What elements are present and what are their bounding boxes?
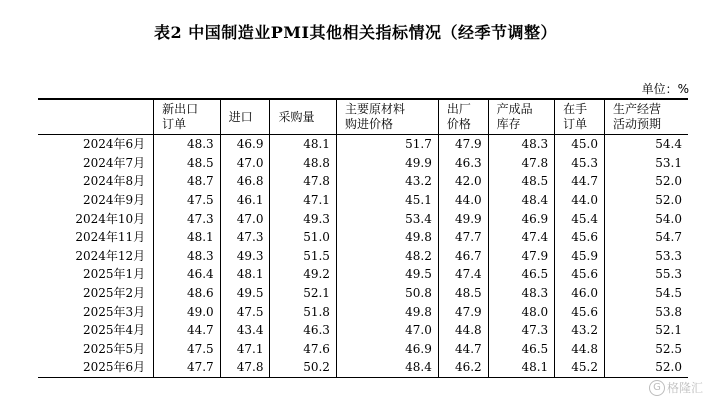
row-month-cell: 2025年6月 [82, 360, 146, 375]
table-cell: 48.6 [154, 284, 220, 303]
column-header [438, 99, 488, 135]
table-cell: 48.1 [220, 265, 270, 284]
row-month-cell: 2024年10月 [75, 211, 146, 226]
table-cell: 47.7 [438, 228, 488, 247]
column-header-line2: 价格 [446, 117, 471, 131]
row-month-cell: 2024年9月 [82, 193, 146, 208]
table-cell: 47.1 [270, 191, 336, 210]
table-cell: 47.8 [270, 172, 336, 191]
table-cell: 45.9 [555, 247, 605, 266]
table-cell: 48.0 [488, 302, 554, 321]
column-header-line2: 活动预期 [612, 117, 661, 131]
table-cell: 47.5 [154, 340, 220, 359]
table-cell: 44.7 [154, 321, 220, 340]
table-row [38, 302, 688, 321]
table-cell: 52.0 [604, 191, 688, 210]
column-header-line2: 订单 [563, 117, 588, 131]
watermark [649, 379, 703, 397]
table-cell: 51.0 [270, 228, 336, 247]
table-cell: 46.3 [270, 321, 336, 340]
table-cell: 45.0 [555, 135, 605, 154]
watermark-text: 格隆汇 [666, 380, 703, 395]
table-cell: 43.2 [555, 321, 605, 340]
table-cell: 54.0 [604, 209, 688, 228]
row-month-cell: 2024年11月 [75, 230, 146, 245]
column-header [38, 99, 154, 135]
column-header-line1: 采购量 [278, 109, 315, 124]
table-cell: 44.7 [438, 340, 488, 359]
header-row [38, 99, 688, 135]
table-cell: 54.7 [604, 228, 688, 247]
table-cell: 44.8 [438, 321, 488, 340]
table-cell: 46.5 [488, 340, 554, 359]
table-cell: 49.3 [220, 247, 270, 266]
table-row [38, 340, 688, 359]
table-cell: 48.1 [270, 135, 336, 154]
column-header [604, 99, 688, 135]
table-cell: 47.8 [220, 358, 270, 377]
row-month-cell: 2024年12月 [75, 248, 146, 263]
table-cell: 47.3 [488, 321, 554, 340]
table-cell: 47.5 [154, 191, 220, 210]
table-cell: 47.3 [220, 228, 270, 247]
table-cell: 46.9 [336, 340, 438, 359]
table-cell: 48.3 [154, 135, 220, 154]
table-cell: 54.5 [604, 284, 688, 303]
table-cell: 45.4 [555, 209, 605, 228]
table-cell: 48.1 [488, 358, 554, 377]
table-cell: 48.3 [488, 284, 554, 303]
table-row [38, 172, 688, 191]
table-cell: 43.4 [220, 321, 270, 340]
row-month-cell: 2025年3月 [82, 304, 146, 319]
column-header-line1: 进口 [228, 109, 253, 124]
table-cell: 48.5 [438, 284, 488, 303]
table-cell: 53.4 [336, 209, 438, 228]
row-month-cell: 2024年6月 [82, 137, 146, 152]
column-header-line2: 库存 [496, 117, 521, 131]
column-header-line1: 主要原材料 [344, 102, 405, 116]
table-cell: 42.0 [438, 172, 488, 191]
table-row [38, 265, 688, 284]
table-cell: 53.3 [604, 247, 688, 266]
column-header-line1: 生产经营 [612, 102, 661, 116]
table-row [38, 135, 688, 154]
table-cell: 46.9 [488, 209, 554, 228]
table-cell: 47.6 [270, 340, 336, 359]
table-cell: 51.8 [270, 302, 336, 321]
table-cell: 52.5 [604, 340, 688, 359]
table-cell: 48.5 [154, 154, 220, 173]
table-cell: 55.3 [604, 265, 688, 284]
table-cell: 47.9 [488, 247, 554, 266]
row-month-cell: 2024年7月 [82, 155, 146, 170]
table-cell: 48.4 [488, 191, 554, 210]
column-header-line1: 产成品 [496, 102, 533, 116]
table-row [38, 191, 688, 210]
table-cell: 47.8 [488, 154, 554, 173]
table-row [38, 358, 688, 377]
table-cell: 50.2 [270, 358, 336, 377]
table-cell: 44.0 [438, 191, 488, 210]
row-month-cell: 2024年8月 [82, 174, 146, 189]
table-cell: 47.3 [154, 209, 220, 228]
table-cell: 49.8 [336, 302, 438, 321]
table-cell: 46.7 [438, 247, 488, 266]
unit-label: 单位：% [641, 82, 689, 96]
table-cell: 45.3 [555, 154, 605, 173]
table-cell: 51.7 [336, 135, 438, 154]
pmi-table [38, 98, 688, 378]
table-cell: 43.2 [336, 172, 438, 191]
table-cell: 47.7 [154, 358, 220, 377]
row-month-cell: 2025年4月 [82, 323, 146, 338]
table-cell: 48.4 [336, 358, 438, 377]
table-cell: 47.1 [220, 340, 270, 359]
table-cell: 44.7 [555, 172, 605, 191]
table-cell: 49.5 [336, 265, 438, 284]
column-header-line1: 出厂 [446, 102, 471, 116]
table-cell: 44.0 [555, 191, 605, 210]
table-cell: 50.8 [336, 284, 438, 303]
table-cell: 46.8 [220, 172, 270, 191]
table-row [38, 228, 688, 247]
table-cell: 47.0 [220, 209, 270, 228]
table-cell: 52.1 [604, 321, 688, 340]
table-cell: 45.2 [555, 358, 605, 377]
table-row [38, 209, 688, 228]
table-cell: 46.5 [488, 265, 554, 284]
column-header-line2: 购进价格 [344, 117, 393, 131]
table-cell: 47.0 [220, 154, 270, 173]
table-cell: 48.3 [154, 247, 220, 266]
table-cell: 45.1 [336, 191, 438, 210]
table-cell: 46.3 [438, 154, 488, 173]
table-row [38, 284, 688, 303]
table-cell: 49.8 [336, 228, 438, 247]
table-cell: 49.3 [270, 209, 336, 228]
column-header [336, 99, 438, 135]
table-cell: 46.4 [154, 265, 220, 284]
table-cell: 47.9 [438, 302, 488, 321]
table-cell: 46.9 [220, 135, 270, 154]
table-cell: 53.8 [604, 302, 688, 321]
table-cell: 49.5 [220, 284, 270, 303]
table-cell: 49.0 [154, 302, 220, 321]
column-header-line1: 在手 [563, 102, 588, 116]
table-cell: 49.2 [270, 265, 336, 284]
table-cell: 47.4 [438, 265, 488, 284]
table-cell: 47.4 [488, 228, 554, 247]
watermark-logo-icon: G [649, 380, 665, 396]
column-header [270, 99, 336, 135]
table-cell: 45.6 [555, 228, 605, 247]
table-row [38, 154, 688, 173]
table-cell: 52.0 [604, 358, 688, 377]
table-cell: 47.0 [336, 321, 438, 340]
page-title: 表2 中国制造业PMI其他相关指标情况（经季节调整） [154, 23, 557, 42]
table-cell: 46.2 [438, 358, 488, 377]
table-cell: 52.0 [604, 172, 688, 191]
table-body [38, 135, 688, 378]
table-cell: 49.9 [336, 154, 438, 173]
column-header-line1: 新出口 [162, 102, 199, 116]
table-cell: 47.9 [438, 135, 488, 154]
table-cell: 46.1 [220, 191, 270, 210]
row-month-cell: 2025年1月 [82, 267, 146, 282]
row-month-cell: 2025年5月 [82, 341, 146, 356]
table-cell: 46.0 [555, 284, 605, 303]
table-cell: 48.1 [154, 228, 220, 247]
table-cell: 49.9 [438, 209, 488, 228]
table-row [38, 321, 688, 340]
table-cell: 48.5 [488, 172, 554, 191]
column-header [488, 99, 554, 135]
column-header [555, 99, 605, 135]
table-cell: 44.8 [555, 340, 605, 359]
table-cell: 54.4 [604, 135, 688, 154]
table-cell: 51.5 [270, 247, 336, 266]
table-cell: 48.2 [336, 247, 438, 266]
column-header-line2: 订单 [162, 117, 187, 131]
column-header [220, 99, 270, 135]
column-header [154, 99, 220, 135]
table-cell: 48.7 [154, 172, 220, 191]
table-cell: 48.3 [488, 135, 554, 154]
table-cell: 48.8 [270, 154, 336, 173]
table-row [38, 247, 688, 266]
table-cell: 45.6 [555, 265, 605, 284]
table-cell: 52.1 [270, 284, 336, 303]
table-cell: 47.5 [220, 302, 270, 321]
table-cell: 53.1 [604, 154, 688, 173]
row-month-cell: 2025年2月 [82, 286, 146, 301]
table-cell: 45.6 [555, 302, 605, 321]
